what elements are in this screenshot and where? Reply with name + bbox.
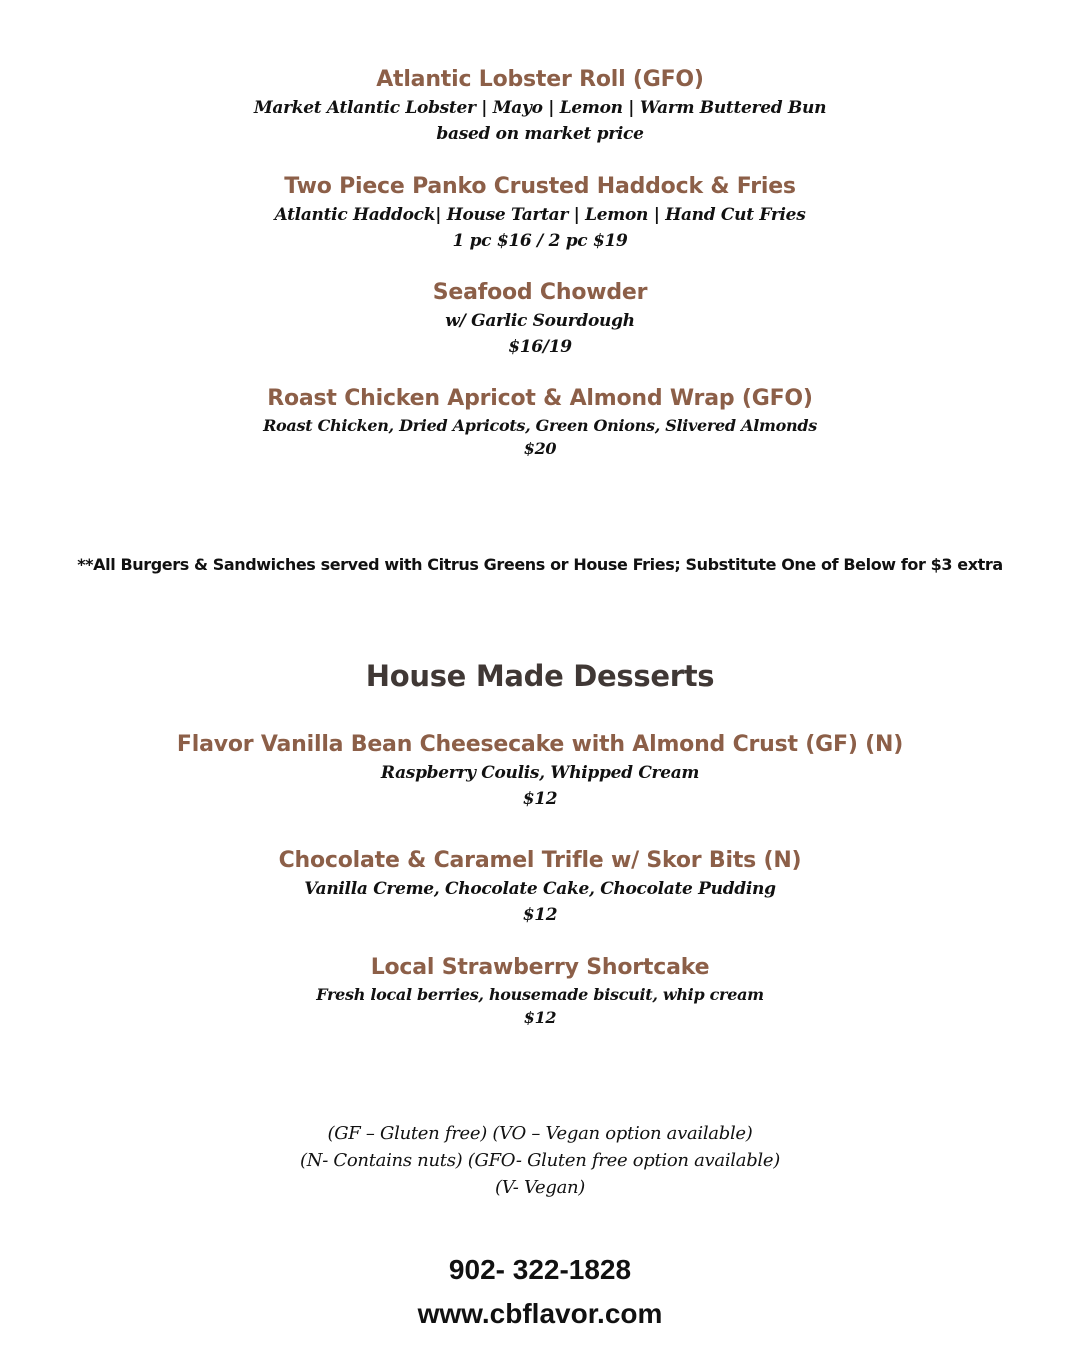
item-price: $12 [522, 905, 558, 925]
desserts-heading: House Made Desserts [365, 659, 715, 693]
item-name: Roast Chicken Apricot & Almond Wrap (GFO) [267, 386, 813, 411]
item-name: Local Strawberry Shortcake [370, 955, 710, 980]
item-name: Flavor Vanilla Bean Cheesecake with Almond Crust (GF) (N) [176, 732, 904, 757]
menu-item-chicken-wrap [0, 384, 1080, 460]
item-description: Atlantic Haddock| House Tartar | Lemon | Hand Cut Fries [274, 205, 806, 225]
menu-item-cheesecake [0, 730, 1080, 812]
sides-note: **All Burgers & Sandwiches served with Citrus Greens or House Fries; Substitute One of Below for $3 extra [77, 555, 1003, 574]
dietary-legend [0, 1120, 1080, 1201]
item-description: Vanilla Creme, Chocolate Cake, Chocolate Pudding [304, 879, 776, 899]
legend-line: (GF – Gluten free) (VO – Vegan option available) [327, 1123, 753, 1144]
item-name: Seafood Chowder [432, 280, 648, 305]
legend-line: (V- Vegan) [494, 1177, 586, 1198]
item-description: Market Atlantic Lobster | Mayo | Lemon | Warm Buttered Bun [253, 98, 827, 118]
item-name: Two Piece Panko Crusted Haddock & Fries [284, 174, 796, 199]
phone-number: 902- 322-1828 [448, 1254, 632, 1285]
item-price: $12 [523, 1008, 557, 1027]
menu-item-haddock [0, 172, 1080, 254]
item-description: Raspberry Coulis, Whipped Cream [380, 763, 700, 783]
item-name: Chocolate & Caramel Trifle w/ Skor Bits (N) [278, 848, 802, 873]
item-name: Atlantic Lobster Roll (GFO) [376, 67, 704, 92]
menu-item-shortcake [0, 953, 1080, 1029]
menu-item-chowder [0, 278, 1080, 360]
item-price: based on market price [436, 124, 644, 144]
item-price: $20 [523, 439, 557, 458]
menu-item-lobster-roll [0, 65, 1080, 147]
item-description: w/ Garlic Sourdough [445, 311, 635, 331]
item-price: 1 pc $16 / 2 pc $19 [452, 231, 628, 251]
legend-line: (N- Contains nuts) (GFO- Gluten free option available) [300, 1150, 780, 1171]
item-price: $12 [522, 789, 558, 809]
item-description: Roast Chicken, Dried Apricots, Green Onions, Slivered Almonds [263, 416, 817, 435]
item-description: Fresh local berries, housemade biscuit, whip cream [316, 985, 764, 1004]
menu-item-trifle [0, 846, 1080, 928]
item-price: $16/19 [508, 337, 572, 357]
website-url: www.cbflavor.com [417, 1298, 663, 1329]
